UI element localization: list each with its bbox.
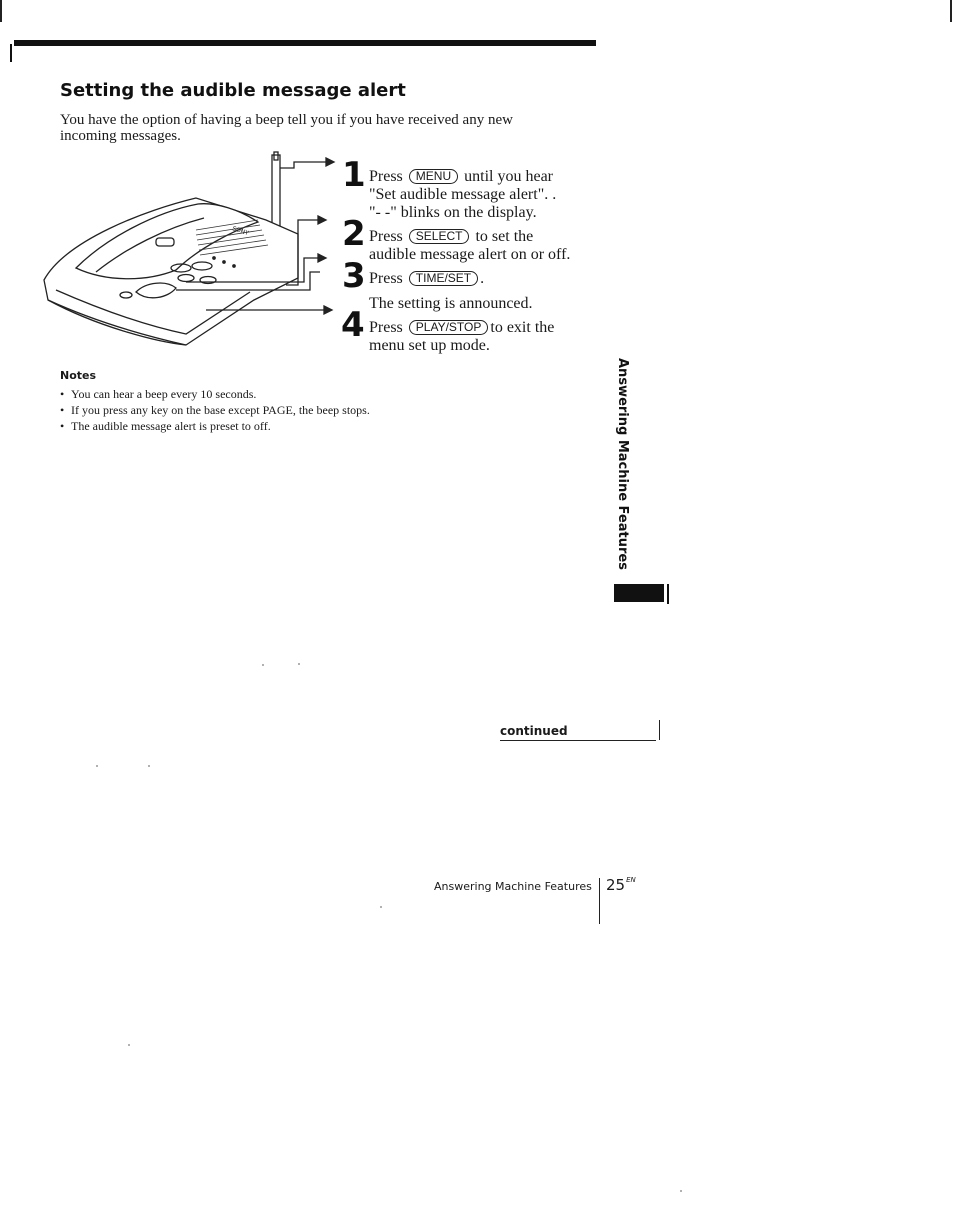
note-item: • The audible message alert is preset to off. [60,418,370,434]
footer-section-label: Answering Machine Features [434,880,592,893]
notes-title: Notes [60,369,97,382]
step-4-line-1 [369,319,554,337]
scan-speck [680,1190,682,1192]
continued-rule [500,740,656,741]
select-key: SELECT [409,229,470,244]
step-2-post: to set the [475,228,534,245]
step-1-press: Press [369,168,403,185]
side-tab-label: Answering Machine Features [615,358,630,570]
menu-key: MENU [409,169,458,184]
step-4-press: Press [369,319,403,336]
step-2-line-2: audible message alert on or off. [369,246,571,263]
step-4-number: 4 [341,305,365,345]
side-tab-marker [614,584,664,602]
scan-speck [298,663,300,665]
note-item: • You can hear a beep every 10 seconds. [60,386,370,402]
footer-divider [599,878,600,924]
scan-speck [128,1044,130,1046]
scan-speck [380,906,382,908]
step-2-line-1 [369,228,533,246]
step-1-number: 1 [342,155,366,195]
intro-paragraph: You have the option of having a beep tell you if you have received any new incoming messages. [60,112,513,144]
notes-list [60,386,370,434]
scan-speck [262,664,264,666]
header-rule-hook [10,44,22,62]
side-tab-marker-bar [667,584,669,604]
step-1-line-2: "Set audible message alert". . [369,186,557,203]
scan-speck [148,765,150,767]
brand-logo: SONY [231,225,250,238]
page-edge-mark [0,0,2,22]
step-3-line-1 [369,270,484,288]
step-4-line-2: menu set up mode. [369,337,490,354]
continued-rule-tick [659,720,660,740]
step-2-press: Press [369,228,403,245]
step-3-post: . [480,270,485,287]
step-4-post: to exit the [490,319,555,336]
scan-speck [96,765,98,767]
step-3-press: Press [369,270,403,287]
step-1-line-1 [369,168,553,186]
play-stop-key: PLAY/STOP [409,320,489,335]
page-number [606,876,636,894]
header-rule [14,40,596,46]
step-3-line-2: The setting is announced. [369,295,533,312]
page-number-value: 25 [606,876,626,894]
step-1-post: until you hear [464,168,553,185]
step-3-number: 3 [342,256,366,296]
page-edge-mark-right [950,0,952,22]
step-1-line-3: "- -" blinks on the display. [369,204,537,221]
page-number-suffix: EN [626,876,636,884]
section-title: Setting the audible message alert [60,80,406,101]
continued-label: continued [500,724,568,738]
cordless-phone-base-icon [36,150,336,355]
note-item: • If you press any key on the base except PAGE, the beep stops. [60,402,370,418]
step-2-number: 2 [342,214,366,254]
time-set-key: TIME/SET [409,271,478,286]
